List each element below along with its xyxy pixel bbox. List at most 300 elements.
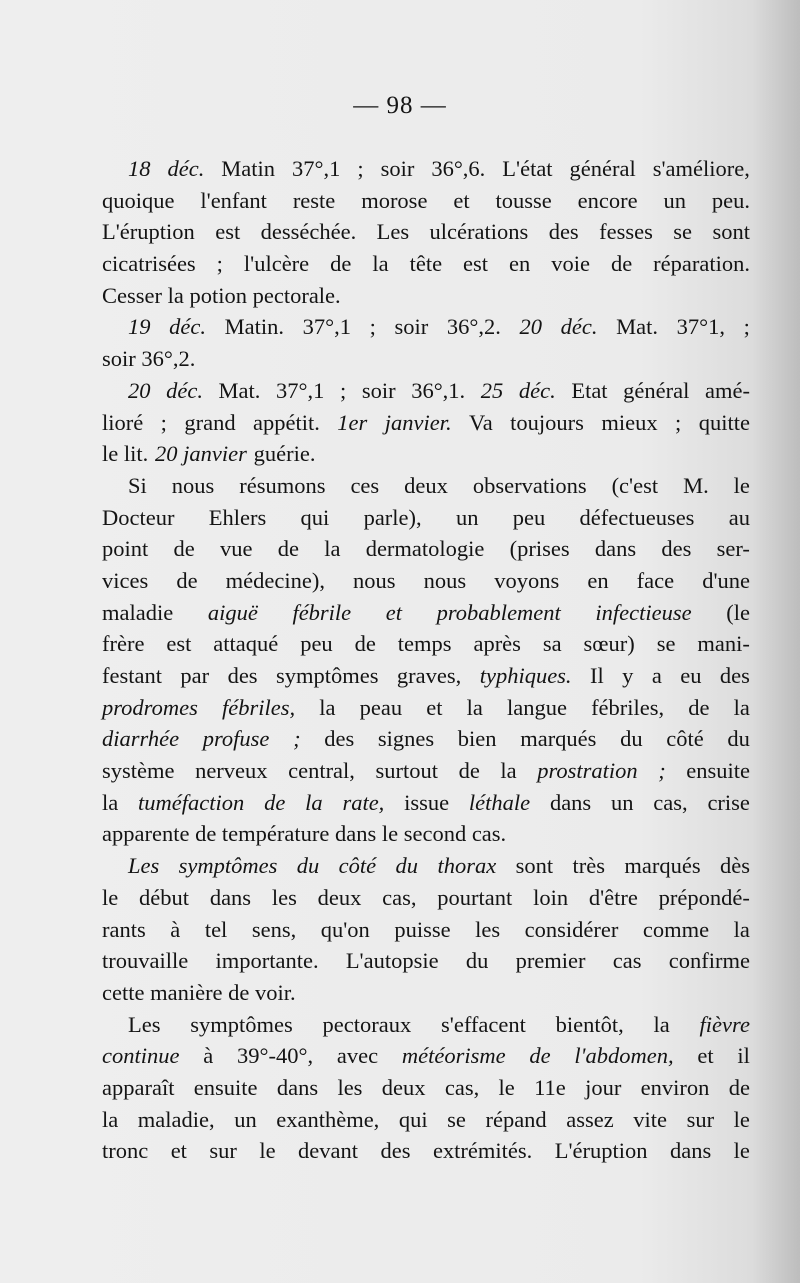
word: L'éruption (102, 219, 195, 245)
word: qui (398, 1106, 428, 1132)
word: ; (743, 314, 750, 340)
italic-word: l'abdomen, (574, 1043, 674, 1069)
word: point (102, 536, 149, 562)
word: morose (361, 187, 428, 213)
italic-word: fièvre (699, 1011, 750, 1037)
word: dans (594, 536, 637, 562)
word: est (215, 219, 241, 245)
word: ensuite (686, 758, 750, 784)
word: par (180, 663, 210, 688)
word: la (102, 1106, 119, 1132)
word: puisse (394, 916, 451, 942)
word: Les (128, 1011, 161, 1037)
word: dans (549, 789, 592, 815)
text-line (102, 153, 750, 185)
word: à (203, 1043, 214, 1069)
word: qui (300, 504, 330, 530)
italic-word: probablement (436, 599, 561, 625)
text-segment: apparente de température dans le second cas. (102, 821, 507, 847)
italic-word: continue (102, 1043, 180, 1069)
italic-word: et (385, 599, 403, 625)
word: maladie (102, 599, 174, 625)
word: comme (642, 916, 710, 942)
italic-word: ; (658, 758, 666, 784)
italic-word: janvier. (384, 409, 452, 435)
word: cas, (653, 789, 688, 815)
text-line (102, 914, 750, 946)
word: de (688, 694, 710, 720)
italic-word: léthale (468, 789, 531, 815)
word: attaqué (213, 631, 279, 657)
word: peu. (711, 187, 750, 213)
word: rants (102, 916, 146, 942)
word: médecine), (225, 567, 325, 593)
word: importante. (215, 948, 319, 974)
word: Il (589, 663, 604, 688)
word: graves, (396, 663, 462, 688)
text-line (102, 502, 750, 534)
word: vue (219, 536, 253, 562)
word: quoique (102, 187, 175, 213)
text-line (102, 787, 750, 819)
word: Docteur (102, 504, 175, 530)
text-line (102, 470, 750, 502)
word: la (653, 1011, 670, 1037)
word: sur (686, 1106, 715, 1132)
word: s'effacent (441, 1011, 526, 1037)
word: toujours (510, 409, 584, 435)
word: peau (359, 694, 403, 720)
word: frère (102, 631, 145, 657)
word: voie (551, 251, 590, 277)
word: se (656, 631, 676, 657)
italic-word: de (264, 789, 286, 815)
word: le (498, 1074, 515, 1100)
word: et (453, 187, 470, 213)
word: d'être (588, 884, 638, 910)
word: tronc (102, 1138, 149, 1164)
word: avec (336, 1043, 379, 1069)
italic-word: la (305, 789, 323, 815)
word: des (324, 726, 355, 752)
word: y (622, 663, 634, 688)
text-line (102, 375, 750, 407)
word: résumons (239, 472, 326, 498)
word: extrémités. (432, 1138, 533, 1164)
italic-word: prostration (537, 758, 638, 784)
text-line (102, 407, 750, 439)
word: bientôt, (555, 1011, 624, 1037)
word: le (733, 1138, 750, 1164)
word: confirme (668, 948, 750, 974)
word: nous (423, 567, 467, 593)
word: de (354, 631, 376, 657)
word: encore (577, 187, 638, 213)
word: amé- (704, 377, 750, 403)
word: Va (469, 409, 493, 435)
word: grand (184, 409, 236, 435)
text-line (102, 280, 750, 312)
word: un (455, 504, 479, 530)
word: issue (404, 789, 450, 815)
word: de (277, 536, 299, 562)
word: les (271, 884, 297, 910)
word: est (463, 251, 489, 277)
word: à (170, 916, 181, 942)
word: cas, (382, 884, 417, 910)
word: observations (472, 472, 587, 498)
word: dans (209, 884, 252, 910)
text-line (102, 185, 750, 217)
text-line (102, 882, 750, 914)
word: la (324, 536, 341, 562)
word: reste (292, 187, 336, 213)
word: eu (680, 663, 702, 688)
word: du (465, 948, 489, 974)
word: M. (683, 472, 709, 498)
italic-word: fébrile (292, 599, 352, 625)
italic-word: tuméfaction (138, 789, 245, 815)
word: soir (394, 314, 429, 340)
word: le (102, 884, 119, 910)
text-line (102, 660, 750, 692)
text-line (102, 1104, 750, 1136)
word: jour (585, 1074, 622, 1100)
word: soir (380, 156, 415, 181)
word: cas, (444, 1074, 480, 1100)
word: nerveux (195, 758, 268, 784)
text-line (102, 597, 750, 629)
word: peu (300, 631, 333, 657)
word: appétit. (253, 409, 320, 435)
word: central, (288, 758, 355, 784)
italic-word: météorisme (401, 1043, 506, 1069)
italic-word: infectieuse (595, 599, 692, 625)
word: général (623, 377, 690, 403)
word: le (733, 472, 750, 498)
italic-word: 25 (480, 377, 504, 403)
italic-word: profuse (202, 726, 270, 752)
word: cicatrisées (102, 251, 196, 277)
word: mieux (601, 409, 658, 435)
italic-word: 20 (519, 314, 542, 340)
word: ces (350, 472, 380, 498)
italic-word: ; (293, 726, 301, 752)
word: la (102, 789, 119, 815)
word: d'une (702, 567, 750, 593)
word: environ (640, 1074, 710, 1100)
word: Ehlers (208, 504, 267, 530)
italic-word: déc. (518, 377, 556, 403)
word: crise (707, 789, 750, 815)
word: soir (361, 377, 396, 403)
word: côté (666, 726, 704, 752)
italic-word: thorax (437, 853, 497, 879)
word: réparation. (653, 251, 750, 277)
text-line (102, 1040, 750, 1072)
body-text (102, 153, 750, 1167)
word: nous (353, 567, 396, 593)
word: de (330, 251, 352, 277)
italic-word: Les (128, 853, 160, 879)
word: (le (726, 599, 750, 625)
word: tête (409, 251, 443, 277)
text-segment: cette manière de voir. (102, 979, 296, 1005)
word: sa (542, 631, 562, 657)
word: des (719, 663, 750, 688)
word: la (733, 916, 750, 942)
word: considérer (524, 916, 619, 942)
word: ; (675, 409, 682, 435)
word: le (733, 1106, 750, 1132)
text-segment: Cesser la potion pectorale. (102, 282, 341, 308)
word: de (610, 251, 633, 277)
word: général (569, 156, 636, 181)
word: symptômes (190, 1011, 293, 1037)
text-line (102, 692, 750, 724)
word: la (733, 694, 750, 720)
word: sont (515, 853, 554, 879)
word: langue (506, 694, 567, 720)
word: répand (485, 1106, 547, 1132)
italic-word: déc. (167, 156, 205, 181)
text-line (102, 945, 750, 977)
text-line (102, 723, 750, 755)
text-segment: guérie. (253, 441, 316, 467)
italic-word: fébriles, (221, 694, 296, 720)
word: lioré (102, 409, 144, 435)
word: 37°,1 (302, 314, 351, 340)
word: s'améliore, (652, 156, 750, 181)
word: de (458, 758, 480, 784)
italic-word: déc. (560, 314, 598, 340)
word: temps (397, 631, 452, 657)
word: se (447, 1106, 466, 1132)
word: Etat (571, 377, 608, 403)
word: 37°,1 (276, 377, 325, 403)
word: dans (669, 1138, 712, 1164)
text-line (102, 977, 750, 1009)
word: ensuite (193, 1074, 258, 1100)
word: premier (515, 948, 586, 974)
italic-word: du (296, 853, 320, 879)
word: et (170, 1138, 187, 1164)
word: ; (369, 314, 376, 340)
word: sœur) (583, 631, 635, 657)
word: deux (317, 884, 362, 910)
word: a (651, 663, 662, 688)
word: du (727, 726, 750, 752)
word: le (259, 1138, 276, 1164)
text-line (102, 438, 750, 470)
word: nous (171, 472, 215, 498)
word: Les (376, 219, 410, 245)
word: un (610, 789, 634, 815)
word: il (737, 1043, 750, 1069)
word: exanthème, (276, 1106, 380, 1132)
word: de (173, 536, 195, 562)
text-line (102, 533, 750, 565)
word: mani- (697, 631, 750, 657)
text-line (102, 216, 750, 248)
word: 36°,6. (431, 156, 486, 181)
word: tousse (495, 187, 552, 213)
word: en (509, 251, 531, 277)
word: très (572, 853, 605, 879)
word: se (673, 219, 693, 245)
word: Mat. (218, 377, 261, 403)
word: deux (381, 1074, 426, 1100)
word: (prises (509, 536, 570, 562)
italic-word: 18 (128, 156, 151, 181)
word: 37°1, (676, 314, 725, 340)
text-line (102, 628, 750, 660)
italic-word: rate, (342, 789, 385, 815)
word: du (620, 726, 643, 752)
word: dès (720, 853, 750, 879)
word: les (337, 1074, 363, 1100)
word: face (636, 567, 675, 593)
word: des (380, 1138, 411, 1164)
word: 36°,2. (446, 314, 501, 340)
italic-word: de (529, 1043, 551, 1069)
word: un (234, 1106, 257, 1132)
word: vices (102, 567, 149, 593)
word: deux (404, 472, 448, 498)
word: l'ulcère (243, 251, 310, 277)
word: 11e (534, 1074, 566, 1100)
word: maladie, (137, 1106, 215, 1132)
word: voyons (494, 567, 560, 593)
word: des (661, 536, 692, 562)
word: trouvaille (102, 948, 189, 974)
word: ; (339, 377, 347, 403)
italic-word: 20 (128, 377, 151, 403)
word: dermatologie (365, 536, 485, 562)
word: ; (357, 156, 364, 181)
word: L'éruption (554, 1138, 648, 1164)
italic-text: 20 janvier (155, 441, 247, 467)
word: bien (457, 726, 497, 752)
word: et (426, 694, 443, 720)
word: sur (209, 1138, 237, 1164)
italic-word: typhiques. (479, 663, 572, 688)
word: marqués (520, 726, 597, 752)
page-number: — 98 — (353, 92, 447, 119)
text-segment: soir 36°,2. (102, 346, 196, 372)
text-line (102, 1072, 750, 1104)
italic-word: prodromes (102, 694, 198, 720)
word: 37°,1 (292, 156, 341, 181)
italic-word: symptômes (178, 853, 278, 879)
word: de (728, 1074, 750, 1100)
word: la (372, 251, 389, 277)
word: Matin (221, 156, 276, 181)
italic-word: déc. (169, 314, 206, 340)
word: L'autopsie (345, 948, 439, 974)
text-line (102, 343, 750, 375)
word: (c'est (611, 472, 659, 498)
word: ser- (716, 536, 750, 562)
word: symptômes (275, 663, 379, 688)
word: cas (612, 948, 642, 974)
word: tel (204, 916, 228, 942)
word: desséchée. (260, 219, 357, 245)
word: marqués (624, 853, 701, 879)
text-line (102, 311, 750, 343)
word: devant (298, 1138, 359, 1164)
word: des (227, 663, 258, 688)
word: loin (533, 884, 569, 910)
word: des (548, 219, 579, 245)
word: au (728, 504, 750, 530)
word: la (319, 694, 336, 720)
word: ulcérations (429, 219, 529, 245)
word: ; (160, 409, 167, 435)
word: Matin. (224, 314, 284, 340)
word: quitte (698, 409, 750, 435)
word: pectoraux (322, 1011, 412, 1037)
word: début (139, 884, 190, 910)
word: de (176, 567, 198, 593)
word: Si (128, 472, 147, 498)
word: la (500, 758, 517, 784)
word: fesses (599, 219, 653, 245)
word: après (473, 631, 521, 657)
word: et (697, 1043, 714, 1069)
word: sont (712, 219, 750, 245)
word: festant (102, 663, 162, 688)
word: les (475, 916, 501, 942)
text-line (102, 1009, 750, 1041)
word: un (663, 187, 686, 213)
text-line (102, 755, 750, 787)
italic-word: 1er (337, 409, 368, 435)
word: pourtant (437, 884, 513, 910)
word: défectueuses (579, 504, 695, 530)
word: système (102, 758, 175, 784)
text-line (102, 565, 750, 597)
text-line (102, 818, 750, 850)
word: parle), (363, 504, 422, 530)
text-line (102, 1135, 750, 1167)
word: qu'on (320, 916, 370, 942)
word: Mat. (616, 314, 658, 340)
italic-word: côté (338, 853, 377, 879)
word: peu (512, 504, 546, 530)
word: fébriles, (591, 694, 665, 720)
italic-word: 19 (128, 314, 151, 340)
word: 36°,1. (411, 377, 466, 403)
italic-word: aiguë (207, 599, 258, 625)
word: assez (566, 1106, 614, 1132)
word: signes (377, 726, 435, 752)
word: prépondé- (658, 884, 750, 910)
word: dans (276, 1074, 319, 1100)
word: surtout (375, 758, 439, 784)
text-line (102, 248, 750, 280)
word: ; (216, 251, 223, 277)
text-line (102, 850, 750, 882)
text-segment: le lit. (102, 441, 149, 467)
word: 39°-40°, (237, 1043, 314, 1069)
word: vite (633, 1106, 668, 1132)
italic-word: du (395, 853, 419, 879)
italic-word: déc. (166, 377, 203, 403)
word: la (466, 694, 483, 720)
word: en (587, 567, 609, 593)
word: l'enfant (200, 187, 267, 213)
